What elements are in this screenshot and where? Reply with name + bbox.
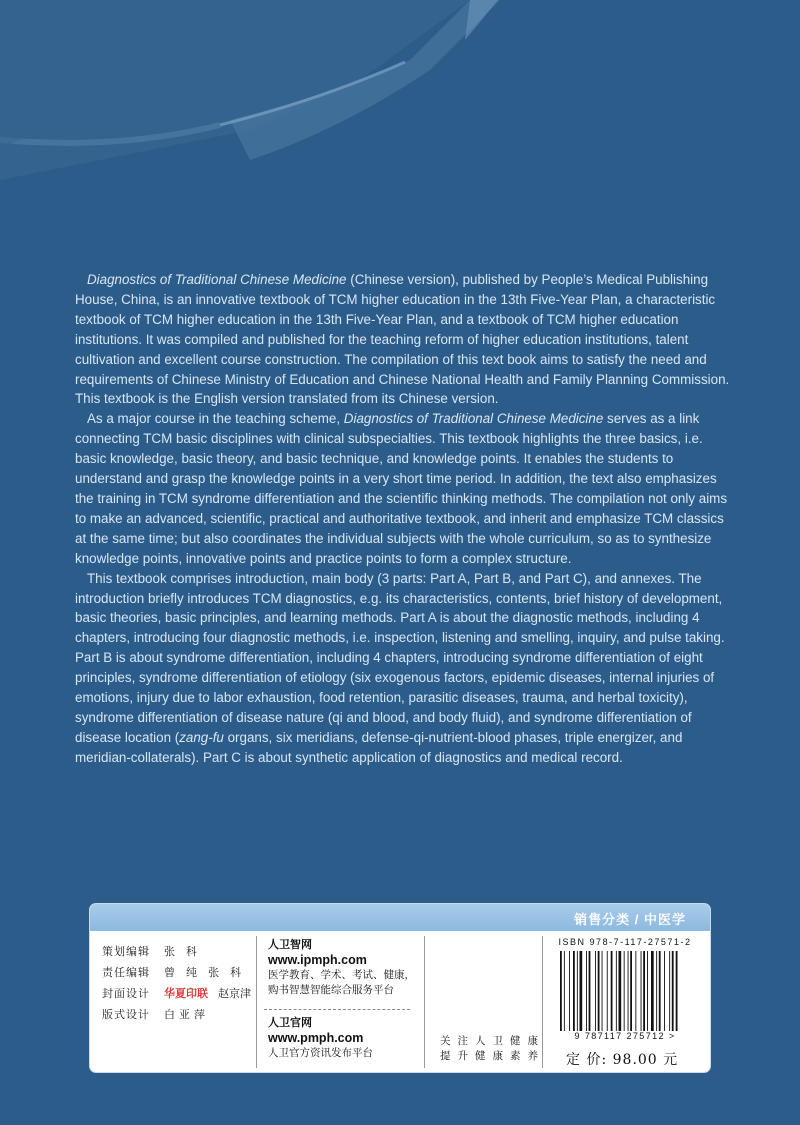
blurb-text: This textbook comprises introduction, main body (3 parts: Part A, Part B, and Part C), and annexes. The introduction briefly introduces TCM diagnostics, e.g. its characteristics, contents, brief history of development, basic theories, basic principles, and learning methods. Part A is about the diagnostic methods, including 4 chapters, introducing four diagnostic methods, i.e. inspection, listening and smelling, inquiry, and pulse taking. Part B is about syndrome differentiation, including 4 chapters, introducing syndrome differentiation of eight principles, syndrome differentiation of etiology (six exogenous factors, epidemic diseases, internal injuries of emotions, injury due to labor exhaustion, food retention, parasitic diseases, trauma, and herbal toxicity), syndrome differentiation of disease nature (qi and blood, and body fluid), and syndrome differentiation of disease location ( <box>75 570 725 745</box>
isbn-block <box>552 937 698 1069</box>
website-desc: 医学教育、学术、考试、健康， <box>268 969 415 981</box>
pmph-block <box>268 1016 373 1061</box>
credit-row <box>102 1003 251 1024</box>
price-value: 98.00 元 <box>612 1052 679 1068</box>
term-italic: zang-fu <box>179 729 224 745</box>
credit-role: 责任编辑 <box>102 966 150 979</box>
isbn-number: ISBN 978-7-117-27571-2 <box>558 937 692 947</box>
website-desc: 人卫官方资讯发布平台 <box>268 1047 373 1059</box>
blurb-text: As a major course in the teaching scheme, <box>87 411 344 427</box>
roof-illustration <box>0 0 800 240</box>
ipmph-block <box>268 938 415 998</box>
divider <box>256 936 257 1068</box>
website-url[interactable]: www.ipmph.com <box>268 953 367 967</box>
credit-name: 白亚萍 <box>164 1008 209 1021</box>
price-label: 定 价: <box>566 1052 608 1068</box>
book-title-italic: Diagnostics of Traditional Chinese Medicine <box>87 272 347 287</box>
divider <box>264 1009 410 1010</box>
barcode-image <box>560 951 692 1031</box>
website-url[interactable]: www.pmph.com <box>268 1031 364 1045</box>
credit-row <box>102 961 251 982</box>
blurb-paragraph-1 <box>75 270 735 409</box>
website-desc: 购书智慧智能综合服务平台 <box>268 984 394 996</box>
credit-role: 版式设计 <box>102 1008 150 1021</box>
credit-row <box>102 982 251 1003</box>
book-title-italic: Diagnostics of Traditional Chinese Medicine <box>343 411 604 427</box>
divider <box>424 936 425 1068</box>
credit-role: 封面设计 <box>102 987 150 1000</box>
website-title: 人卫智网 <box>268 939 312 951</box>
barcode-digits: 9 787117 275712 > <box>574 1031 676 1041</box>
slogan-line: 关注人卫健康 <box>440 1035 545 1047</box>
design-studio-logo: 华夏印联 <box>164 987 208 1000</box>
blurb-paragraph-2 <box>75 409 735 568</box>
info-card <box>90 904 710 1072</box>
blurb-text: (Chinese version), published by People’s Medical Publishing House, China, is an innovative textbook of TCM higher education in the 13th Five-Year Plan, a characteristic textbook of TCM higher education in the 13th Five-Year Plan, and a textbook of TCM higher education institutions. It was compiled and published for the teaching reform of higher education institutions, talent cultivation and excellent course construction. The compilation of this text book aims to satisfy the need and requirements of Chinese Ministry of Education and Chinese National Health and Family Planning Commission. This textbook is the English version translated from its Chinese version. <box>75 272 730 407</box>
sales-category: 销售分类 / 中医学 <box>574 912 686 927</box>
credit-name: 张 科 <box>164 945 202 958</box>
back-cover-blurb <box>75 270 735 768</box>
slogan-line: 提升健康素养 <box>440 1050 545 1062</box>
price <box>566 1049 678 1069</box>
credit-row <box>102 940 251 961</box>
follow-slogan <box>440 1034 545 1064</box>
credit-role: 策划编辑 <box>102 945 150 958</box>
website-title: 人卫官网 <box>268 1017 312 1029</box>
blurb-paragraph-3 <box>75 569 735 768</box>
credit-name: 曾 纯 张 科 <box>164 966 246 979</box>
credit-name: 赵京津 <box>218 987 251 1000</box>
blurb-text: serves as a link connecting TCM basic disciplines with clinical subspecialties. This textbook highlights the three basics, i.e. basic knowledge, basic theory, and basic technique, and knowledge points. It enables the students to understand and grasp the knowledge points in a very short time period. In addition, the text also emphasizes the training in TCM syndrome differentiation and the scientific thinking methods. The compilation not only aims to make an advanced, scientific, practical and authoritative textbook, and inherit and emphasize TCM classics at the same time; but also coordinates the individual subjects with the whole curriculum, so as to synthesize knowledge points, innovative points and practice points to form a complex structure. <box>75 411 728 566</box>
blurb-text: organs, six meridians, defense-qi-nutrient-blood phases, triple energizer, and meridian-collaterals). Part C is about synthetic application of diagnostics and medical record. <box>75 729 683 765</box>
credits-list <box>102 940 251 1024</box>
card-header <box>90 904 710 931</box>
